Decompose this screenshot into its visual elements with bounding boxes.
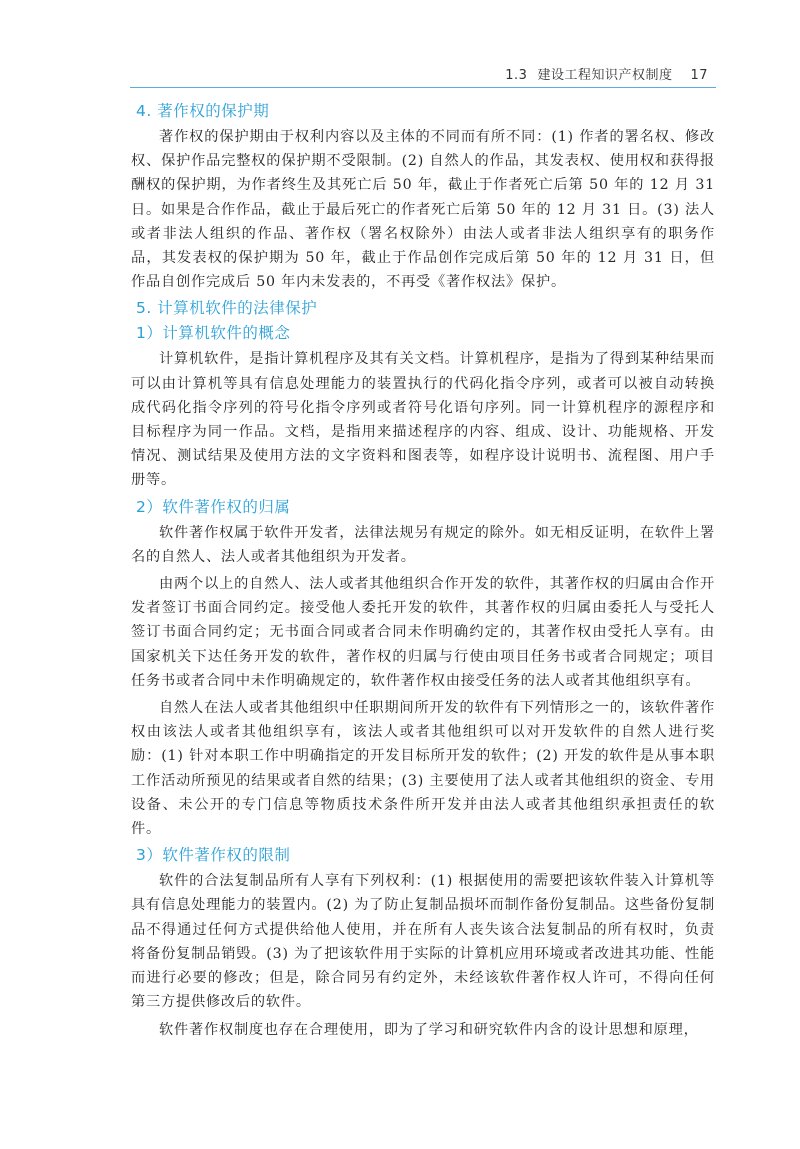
running-header <box>130 62 716 88</box>
page-body <box>131 99 715 1042</box>
paragraph: 由两个以上的自然人、法人或者其他组织合作开发的软件，其著作权的归属由合作开发者签订书面合同约定。接受他人委托开发的软件，其著作权的归属由委托人与受托人签订书面合同约定；无书面合同或者合同未作明确约定的，其著作权由受托人享有。由国家机关下达任务开发的软件，著作权的归属与行使由项目任务书或者合同规定；项目任务书或者合同中未作明确规定的，软件著作权由接受任务的法人或者其他组织享有。 <box>131 576 715 689</box>
page-number: 17 <box>690 68 708 83</box>
paragraph: 软件的合法复制品所有人享有下列权利：(1) 根据使用的需要把该软件装入计算机等具有信息处理能力的装置内。(2) 为了防止复制品损坏而制作备份复制品。这些备份复制品不得通过任何方式提供给他人使用，并在所有人丧失该合法复制品的所有权时，负责将备份复制品销毁。(3) 为了把该软件用于实际的计算机应用环境或者改进其功能、性能而进行必要的修改；但是，除合同另有约定外，未经该软件著作权人许可，不得向任何第三方提供修改后的软件。 <box>131 873 715 1011</box>
header-rule <box>130 87 716 88</box>
header-text <box>505 64 708 83</box>
header-section-title: 建设工程知识产权制度 <box>537 68 673 83</box>
paragraph: 软件著作权属于软件开发者，法律法规另有规定的除外。如无相反证明，在软件上署名的自然人、法人或者其他组织为开发者。 <box>131 524 715 565</box>
paragraph: 著作权的保护期由于权利内容以及主体的不同而有所不同：(1) 作者的署名权、修改权、保护作品完整权的保护期不受限制。(2) 自然人的作品，其发表权、使用权和获得报酬权的保护期，为作者终生及其死亡后 50 年，截止于作者死亡后第 50 年的 12 月 31 日。如果是合作作品，截止于最后死亡的作者死亡后第 50 年的 12 月 31 日。(3) 法人或者非法人组织的作品、著作权（署名权除外）由法人或者非法人组织享有的职务作品，其发表权的保护期为 50 年，截止于作品创作完成后第 50 年的 12 月 31 日，但作品自创作完成后 50 年内未发表的，不再受《著作权法》保护。 <box>131 129 715 291</box>
subsection-heading-software-concept: 1）计算机软件的概念 <box>136 324 291 343</box>
section-heading-software-protection: 5. 计算机软件的法律保护 <box>136 299 318 318</box>
header-section-number: 1.3 <box>505 68 528 83</box>
paragraph: 自然人在法人或者其他组织中任职期间所开发的软件有下列情形之一的，该软件著作权由该法人或者其他组织享有，该法人或者其他组织可以对开发软件的自然人进行奖励：(1) 针对本职工作中明确指定的开发目标所开发的软件；(2) 开发的软件是从事本职工作活动所预见的结果或者自然的结果；(3) 主要使用了法人或者其他组织的资金、专用设备、未公开的专门信息等物质技术条件所开发并由法人或者其他组织承担责任的软件。 <box>131 700 715 838</box>
subsection-heading-software-limits: 3）软件著作权的限制 <box>136 846 291 865</box>
subsection-heading-software-ownership: 2）软件著作权的归属 <box>136 497 291 516</box>
paragraph: 软件著作权制度也存在合理使用，即为了学习和研究软件内含的设计思想和原理， <box>159 1021 699 1038</box>
section-heading-copyright-term: 4. 著作权的保护期 <box>136 102 270 120</box>
paragraph: 计算机软件，是指计算机程序及其有关文档。计算机程序，是指为了得到某种结果而可以由计算机等具有信息处理能力的装置执行的代码化指令序列，或者可以被自动转换成代码化指令序列的符号化指令序列或者符号化语句序列。同一计算机程序的源程序和目标程序为同一作品。文档，是指用来描述程序的内容、组成、设计、功能规格、开发情况、测试结果及使用方法的文字资料和图表等，如程序设计说明书、流程图、用户手册等。 <box>131 351 715 489</box>
